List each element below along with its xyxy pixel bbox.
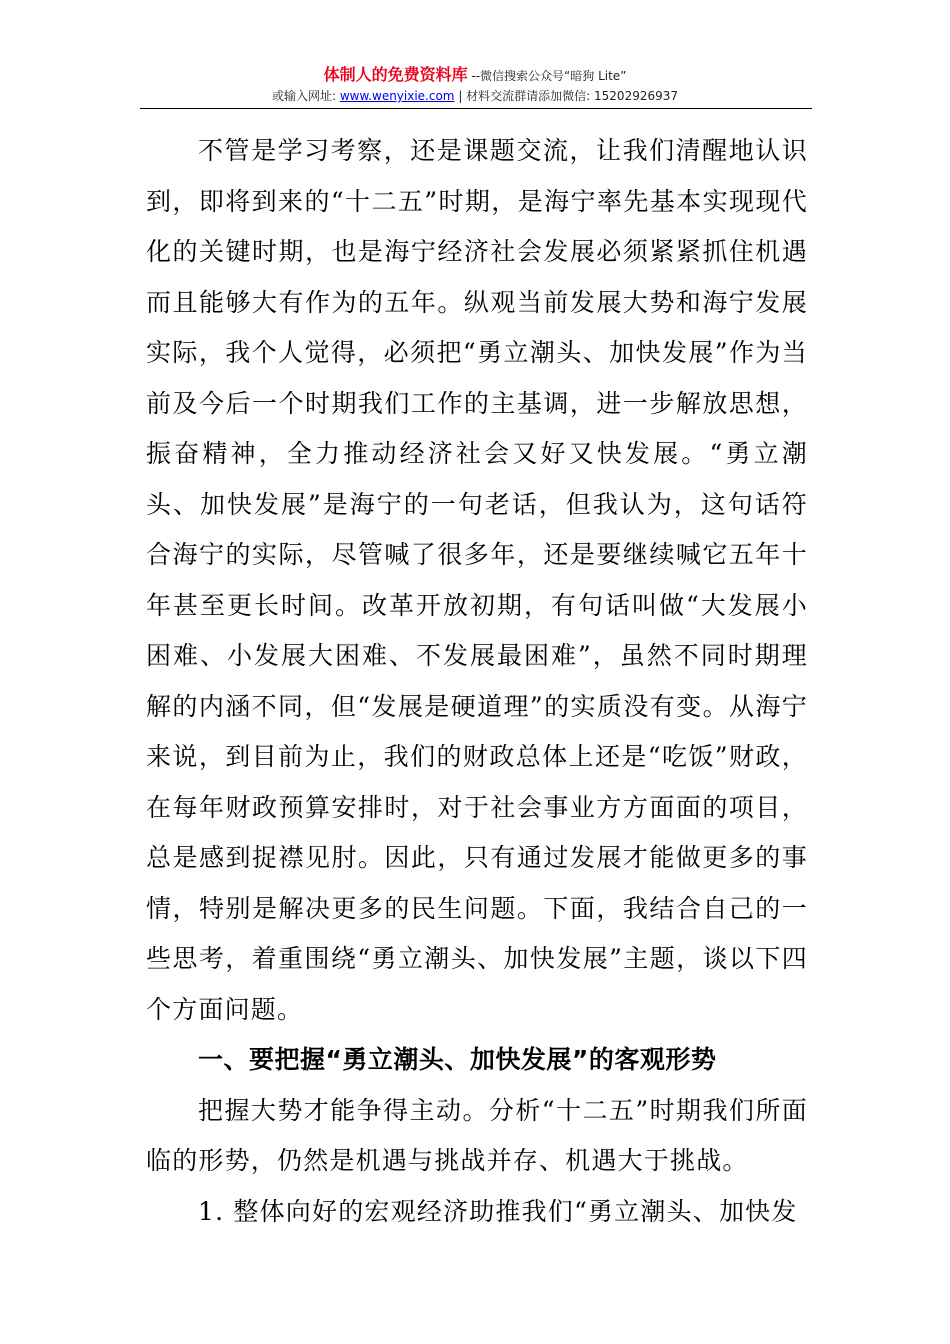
body-paragraph: 不管是学习考察，还是课题交流，让我们清醒地认识到，即将到来的“十二五”时期，是海宁率先基本实现现代化的关键时期，也是海宁经济社会发展必须紧紧抓住机遇而且能够大有作为的五年。纵观当前发展大势和海宁发展实际，我个人觉得，必须把“勇立潮头、加快发展”作为当前及今后一个时期我们工作的主基调，进一步解放思想，振奋精神，全力推动经济社会又好又快发展。“勇立潮头、加快发展”是海宁的一句老话，但我认为，这句话符合海宁的实际，尽管喊了很多年，还是要继续喊它五年十年甚至更长时间。改革开放初期，有句话叫做“大发展小困难、小发展大困难、不发展最困难”，虽然不同时期理解的内涵不同，但“发展是硬道理”的实质没有变。从海宁来说，到目前为止，我们的财政总体上还是“吃饭”财政，在每年财政预算安排时，对于社会事业方方面面的项目，总是感到捉襟见肘。因此，只有通过发展才能做更多的事情，特别是解决更多的民生问题。下面，我结合自己的一些思考，着重围绕“勇立潮头、加快发展”主题，谈以下四个方面问题。 <box>146 136 808 1024</box>
document-body <box>146 126 808 1237</box>
page-header <box>0 66 950 104</box>
website-link[interactable]: www.wenyixie.com <box>339 89 455 103</box>
header-promo-line <box>0 66 950 85</box>
body-paragraph: 把握大势才能争得主动。分析“十二五”时期我们所面临的形势，仍然是机遇与挑战并存、机遇大于挑战。 <box>146 1095 808 1175</box>
brand-title: 体制人的免费资料库 <box>323 65 468 84</box>
header-divider <box>140 108 812 109</box>
wechat-promo: --微信搜索公众号“暗狗 Lite” <box>467 69 627 83</box>
numbered-item: 1. 整体向好的宏观经济助推我们“勇立潮头、加快发 <box>198 1196 798 1226</box>
section-heading: 一、要把握“勇立潮头、加快发展”的客观形势 <box>198 1045 717 1074</box>
header-contact-line <box>0 88 950 104</box>
wechat-contact: | 材料交流群请添加微信: 15202926937 <box>454 89 679 103</box>
website-prompt: 或输入网址: <box>271 89 340 103</box>
